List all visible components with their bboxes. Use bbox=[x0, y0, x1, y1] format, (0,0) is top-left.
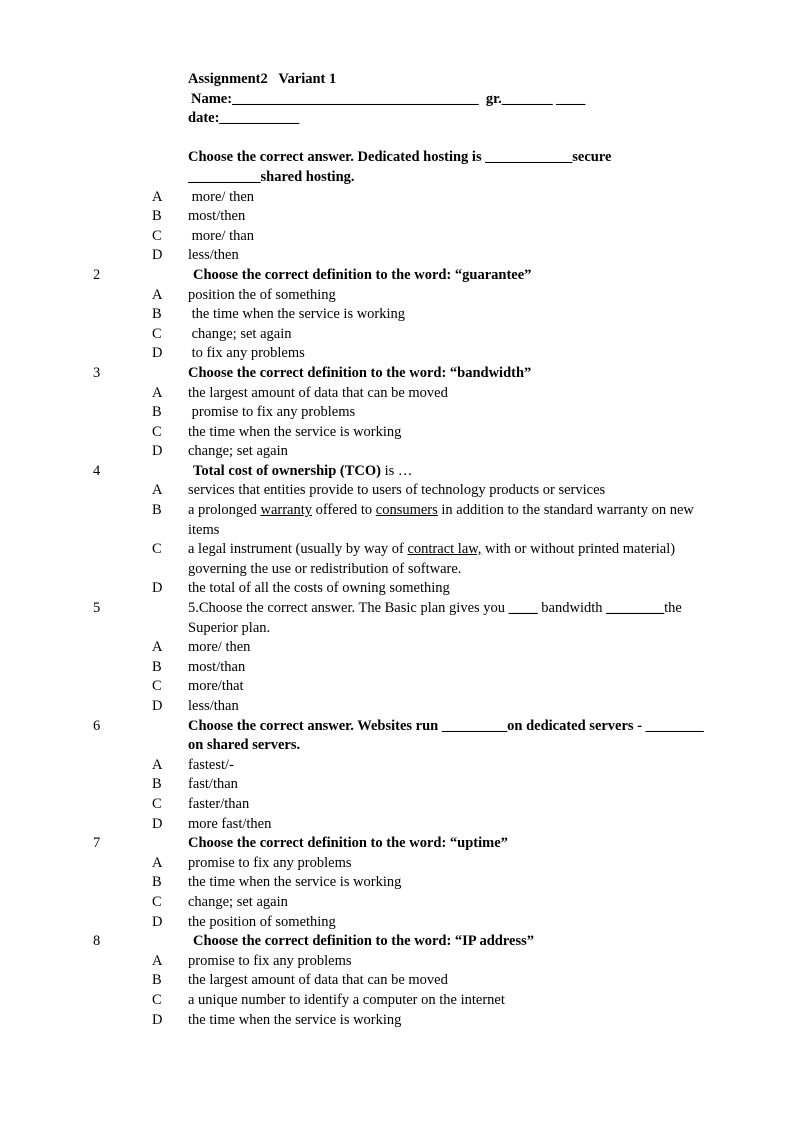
date-field-line bbox=[188, 109, 800, 129]
option-text: fast/than bbox=[188, 776, 238, 793]
option-row[interactable] bbox=[0, 246, 800, 266]
option-letter: C bbox=[152, 678, 162, 695]
option-row[interactable] bbox=[0, 854, 800, 874]
prompt-blank-2[interactable]: __________ bbox=[188, 168, 261, 185]
option-letter: B bbox=[152, 972, 162, 989]
option-letter: D bbox=[152, 815, 163, 832]
question-prompt: Choose the correct definition to the word: “guarantee” bbox=[193, 266, 532, 283]
option-row[interactable] bbox=[0, 540, 800, 579]
assignment-header bbox=[0, 70, 800, 129]
option-text: more/ then bbox=[188, 639, 251, 656]
prompt-part-post: the Superior plan. bbox=[188, 600, 682, 636]
option-text-segment: with or without printed material) governing the use or redistribution of software. bbox=[188, 541, 679, 577]
option-text: a unique number to identify a computer on the internet bbox=[188, 991, 505, 1008]
option-text: promise to fix any problems bbox=[188, 854, 352, 871]
option-text-segment: in addition to the standard warranty on new items bbox=[188, 502, 698, 538]
option-text: to fix any problems bbox=[188, 345, 305, 362]
option-text: the total of all the costs of owning something bbox=[188, 580, 450, 597]
option-text: the time when the service is working bbox=[188, 306, 406, 323]
option-text: faster/than bbox=[188, 795, 250, 812]
prompt-part-mid: secure bbox=[572, 149, 612, 166]
question-prompt: Choose the correct definition to the word: “uptime” bbox=[188, 835, 508, 852]
option-row[interactable] bbox=[0, 384, 800, 404]
option-text: more/ than bbox=[188, 227, 255, 244]
option-text: the time when the service is working bbox=[188, 874, 402, 891]
option-row[interactable] bbox=[0, 873, 800, 893]
option-letter: C bbox=[152, 893, 162, 910]
option-text: the time when the service is working bbox=[188, 1011, 402, 1028]
prompt-part-pre: Choose the correct answer. Dedicated hosting is bbox=[188, 149, 486, 166]
prompt-blank-1[interactable]: ____________ bbox=[485, 149, 573, 166]
option-row[interactable] bbox=[0, 442, 800, 462]
prompt-blank-1[interactable]: _________ bbox=[441, 717, 508, 734]
name-label: Name: bbox=[191, 90, 233, 107]
option-text: less/then bbox=[188, 247, 239, 264]
date-blank[interactable]: ___________ bbox=[219, 110, 300, 127]
option-text: promise to fix any problems bbox=[188, 404, 356, 421]
option-row[interactable] bbox=[0, 1011, 800, 1031]
name-blank[interactable]: __________________________________ bbox=[232, 90, 479, 107]
assignment-title: Assignment2 Variant 1 bbox=[188, 71, 337, 87]
option-text: more/ then bbox=[188, 188, 255, 205]
prompt-part-post: shared hosting. bbox=[260, 168, 355, 185]
question-prompt bbox=[188, 599, 712, 638]
question-2 bbox=[0, 266, 800, 286]
question-prompt: Choose the correct definition to the word: “IP address” bbox=[193, 933, 534, 950]
option-letter: D bbox=[152, 345, 163, 362]
option-row[interactable] bbox=[0, 207, 800, 227]
option-letter: D bbox=[152, 247, 163, 264]
option-row[interactable] bbox=[0, 815, 800, 835]
option-row[interactable] bbox=[0, 344, 800, 364]
document-body bbox=[0, 70, 800, 1030]
option-letter: A bbox=[152, 188, 163, 205]
option-row[interactable] bbox=[0, 677, 800, 697]
option-text: change; set again bbox=[188, 325, 292, 342]
option-row[interactable] bbox=[0, 952, 800, 972]
option-row[interactable] bbox=[0, 423, 800, 443]
option-text: most/than bbox=[188, 658, 246, 675]
option-text bbox=[188, 501, 712, 540]
option-row[interactable] bbox=[0, 991, 800, 1011]
option-text-segment: offered to bbox=[312, 502, 376, 519]
option-row[interactable] bbox=[0, 188, 800, 208]
option-row[interactable] bbox=[0, 227, 800, 247]
option-text: less/than bbox=[188, 698, 239, 714]
question-prompt: Choose the correct definition to the word: “bandwidth” bbox=[188, 364, 532, 381]
question-number: 7 bbox=[93, 835, 101, 852]
question-number: 4 bbox=[93, 462, 101, 479]
option-text: the position of something bbox=[188, 913, 336, 930]
option-letter: D bbox=[152, 913, 163, 930]
option-letter: B bbox=[152, 658, 162, 675]
option-letter: C bbox=[152, 325, 162, 342]
question-6 bbox=[0, 717, 800, 756]
option-text-segment: a prolonged bbox=[188, 502, 261, 519]
option-letter: D bbox=[152, 443, 163, 460]
option-letter: D bbox=[152, 698, 163, 714]
option-text: promise to fix any problems bbox=[188, 952, 352, 969]
option-letter: D bbox=[152, 1011, 163, 1028]
question-number: 3 bbox=[93, 364, 101, 381]
question-5 bbox=[0, 599, 800, 638]
question-prompt bbox=[188, 148, 712, 187]
prompt-part-mid: bandwidth bbox=[537, 600, 607, 617]
option-letter: A bbox=[152, 384, 163, 401]
option-row[interactable] bbox=[0, 893, 800, 913]
option-row[interactable] bbox=[0, 658, 800, 678]
prompt-part-pre: 5.Choose the correct answer. The Basic plan gives you bbox=[188, 600, 509, 617]
question-number: 5 bbox=[93, 600, 101, 617]
prompt-part-pre: Choose the correct answer. Websites run bbox=[188, 717, 442, 734]
option-text: more fast/then bbox=[188, 815, 272, 832]
question-7 bbox=[0, 834, 800, 854]
option-letter: A bbox=[152, 854, 163, 871]
option-row[interactable] bbox=[0, 913, 800, 933]
option-text: change; set again bbox=[188, 443, 288, 460]
option-row[interactable] bbox=[0, 579, 800, 599]
question-number: 6 bbox=[93, 717, 101, 734]
option-text: services that entities provide to users of technology products or services bbox=[188, 482, 606, 499]
option-letter: B bbox=[152, 404, 162, 421]
option-letter: D bbox=[152, 580, 163, 597]
option-letter: A bbox=[152, 952, 163, 969]
option-text: change; set again bbox=[188, 893, 288, 910]
option-row[interactable] bbox=[0, 286, 800, 306]
option-text: the largest amount of data that can be moved bbox=[188, 972, 448, 989]
question-prompt bbox=[188, 462, 712, 482]
option-letter: C bbox=[152, 541, 162, 558]
question-8 bbox=[0, 932, 800, 952]
header-spacer bbox=[0, 129, 800, 149]
option-text: the time when the service is working bbox=[188, 423, 402, 440]
option-text-segment: a legal instrument (usually by way of bbox=[188, 541, 408, 558]
question-number: 2 bbox=[93, 266, 101, 283]
option-row[interactable] bbox=[0, 325, 800, 345]
option-letter: B bbox=[152, 502, 162, 519]
question-1 bbox=[0, 148, 800, 187]
option-row[interactable] bbox=[0, 795, 800, 815]
option-text bbox=[188, 540, 712, 579]
name-field-line bbox=[188, 90, 800, 110]
underlined-term-consumers: consumers bbox=[375, 502, 438, 519]
option-letter: A bbox=[152, 482, 163, 499]
question-prompt bbox=[188, 717, 712, 756]
option-text: more/that bbox=[188, 678, 244, 695]
underlined-term-contract-law: contract law, bbox=[407, 541, 482, 558]
option-letter: B bbox=[152, 776, 162, 793]
question-3 bbox=[0, 364, 800, 384]
option-letter: B bbox=[152, 874, 162, 891]
option-row[interactable] bbox=[0, 971, 800, 991]
prompt-blank-2[interactable]: ________ bbox=[645, 717, 704, 734]
prompt-part-mid: on dedicated servers - bbox=[507, 717, 646, 734]
underlined-term-warranty: warranty bbox=[260, 502, 313, 519]
option-letter: A bbox=[152, 756, 163, 773]
option-letter: B bbox=[152, 306, 162, 323]
question-number: 8 bbox=[93, 933, 101, 950]
option-letter: A bbox=[152, 639, 163, 656]
option-row[interactable] bbox=[0, 305, 800, 325]
option-letter: C bbox=[152, 795, 162, 812]
option-row[interactable] bbox=[0, 756, 800, 776]
option-row[interactable] bbox=[0, 403, 800, 423]
prompt-blank-1[interactable]: ____ bbox=[508, 600, 538, 617]
option-letter: C bbox=[152, 423, 162, 440]
option-row[interactable] bbox=[0, 481, 800, 501]
option-text: fastest/- bbox=[188, 756, 234, 773]
date-label: date: bbox=[188, 110, 220, 127]
option-row[interactable] bbox=[0, 697, 800, 717]
gr-blank[interactable]: _______ bbox=[501, 90, 553, 107]
option-row[interactable] bbox=[0, 638, 800, 658]
option-text: position the of something bbox=[188, 286, 336, 303]
option-text: the largest amount of data that can be moved bbox=[188, 384, 448, 401]
option-text: most/then bbox=[188, 208, 246, 225]
prompt-blank-2[interactable]: ________ bbox=[606, 600, 665, 617]
option-row[interactable] bbox=[0, 775, 800, 795]
prompt-part-post: on shared servers. bbox=[188, 737, 301, 754]
gr-label: gr. bbox=[485, 90, 502, 107]
option-letter: B bbox=[152, 208, 162, 225]
question-4 bbox=[0, 462, 800, 482]
option-letter: C bbox=[152, 991, 162, 1008]
prompt-plain-part: is … bbox=[380, 462, 413, 479]
option-letter: C bbox=[152, 227, 162, 244]
option-row[interactable] bbox=[0, 501, 800, 540]
prompt-bold-part: Total cost of ownership (TCO) bbox=[193, 462, 381, 479]
option-letter: A bbox=[152, 286, 163, 303]
gr-blank-secondary[interactable]: ____ bbox=[556, 90, 586, 107]
